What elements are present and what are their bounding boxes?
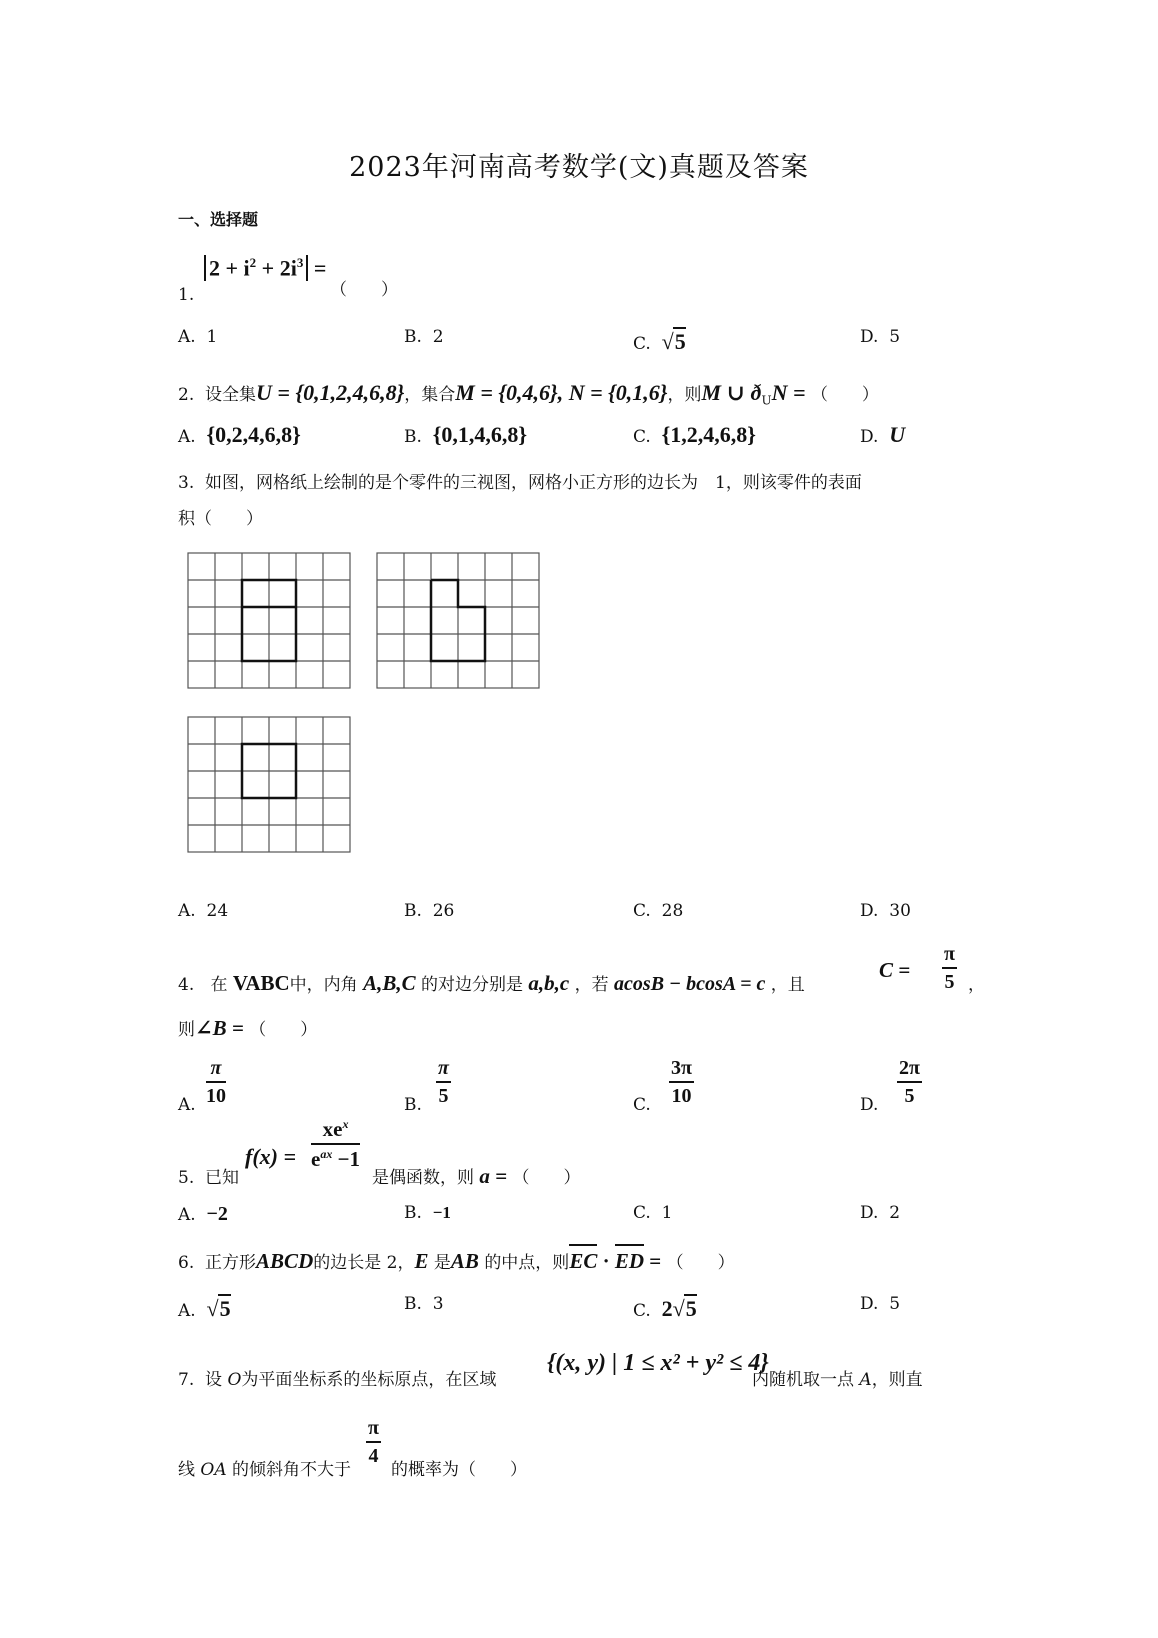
q7-line2-a: 线 OA 的倾斜角不大于 [178, 1460, 352, 1480]
q3-line2: 积（ ） [178, 509, 263, 529]
q6-text: 6. 正方形ABCD的边长是 2，E 是AB 的中点，则EC · ED = （ ） [178, 1249, 735, 1273]
q7-line2-b: 的概率为（ ） [391, 1460, 527, 1480]
front-view-grid [187, 552, 352, 690]
side-view-grid [376, 552, 541, 690]
q1-number: 1. [178, 285, 195, 305]
q5-option-a: A. −2 [178, 1203, 228, 1225]
q2-option-d: D. U [860, 422, 906, 447]
q5-option-b: B. −1 [404, 1203, 451, 1223]
top-view-grid [187, 716, 352, 854]
q4-option-b-letter: B. [404, 1095, 422, 1115]
q7-angle-fraction: $\frac{\pi}{4}$ [368, 1417, 379, 1467]
q4-option-a: $\frac{\pi}{10}$ [206, 1057, 226, 1107]
q4-line1: 4. 在 VABC中，内角 A,B,C 的对边分别是 a,b,c ，若 acosB − bcosA = c ，且 [178, 971, 805, 995]
q5-function-lhs: f(x) = [245, 1144, 297, 1169]
q6-option-d: D. 5 [860, 1294, 901, 1314]
q3-option-a: A. 24 [178, 901, 229, 921]
q6-option-b: B. 3 [404, 1294, 444, 1314]
q4-option-d-letter: D. [860, 1095, 879, 1115]
q4-option-b: $\frac{\pi}{5}$ [438, 1057, 449, 1107]
q7-line1-tail: 内随机取一点 A，则直 [752, 1370, 923, 1390]
q5-function-fraction: $xe^x$ $e^{ax} -1$ [311, 1117, 361, 1171]
q3-line1: 3. 如图，网格纸上绘制的是个零件的三视图，网格小正方形的边长为 1，则该零件的表面 [178, 473, 862, 493]
q2-option-a: A. {0,2,4,6,8} [178, 422, 301, 447]
q2-option-c: C. {1,2,4,6,8} [633, 422, 756, 447]
q4-option-c-letter: C. [633, 1095, 651, 1115]
q3-option-d: D. 30 [860, 901, 911, 921]
q1-option-b: B. 2 [404, 327, 444, 347]
q3-option-b: B. 26 [404, 901, 455, 921]
q5-prefix: 5. 已知 [178, 1168, 240, 1188]
q4-option-a-letter: A. [178, 1095, 196, 1115]
q4-line2: 则∠B = （ ） [178, 1016, 318, 1040]
q1-option-d: D. 5 [860, 327, 901, 347]
q2-text: 2. 设全集U = {0,1,2,4,6,8}，集合M = {0,4,6}, N = {0,1,6}，则M ∪ $ð_UN$ = （ ） [178, 380, 879, 408]
q4-option-d: $\frac{2\pi}{5}$ [899, 1057, 920, 1107]
q4-option-c: $\frac{3\pi}{10}$ [671, 1057, 692, 1107]
q5-option-c: C. 1 [633, 1203, 673, 1223]
q7-line1: 7. 设 O为平面坐标系的坐标原点，在区域 [178, 1370, 497, 1390]
q6-option-a: A. √5 [178, 1296, 231, 1321]
section-heading: 一、选择题 [178, 210, 259, 229]
q1-option-c: C. √5 [633, 329, 686, 354]
q4-c-lhs: C = [879, 958, 911, 982]
q5-suffix: 是偶函数，则 a = （ ） [372, 1164, 581, 1188]
q2-option-b: B. {0,1,4,6,8} [404, 422, 528, 447]
q5-option-d: D. 2 [860, 1203, 901, 1223]
q1-option-a: A. 1 [178, 327, 218, 347]
q6-option-c: C. 2√5 [633, 1296, 697, 1321]
page-title: 2023年河南高考数学(文)真题及答案 [349, 152, 809, 183]
q1-paren: （ ） [330, 280, 398, 300]
q7-region: {(x, y) | 1 ≤ x² + y² ≤ 4} [547, 1350, 769, 1376]
q1-expression: $2 + i^2 + 2i^3$ = [204, 255, 326, 281]
q3-option-c: C. 28 [633, 901, 684, 921]
q4-comma: ， [968, 975, 985, 995]
q4-c-fraction: $\frac{\pi}{5}$ [944, 943, 955, 993]
